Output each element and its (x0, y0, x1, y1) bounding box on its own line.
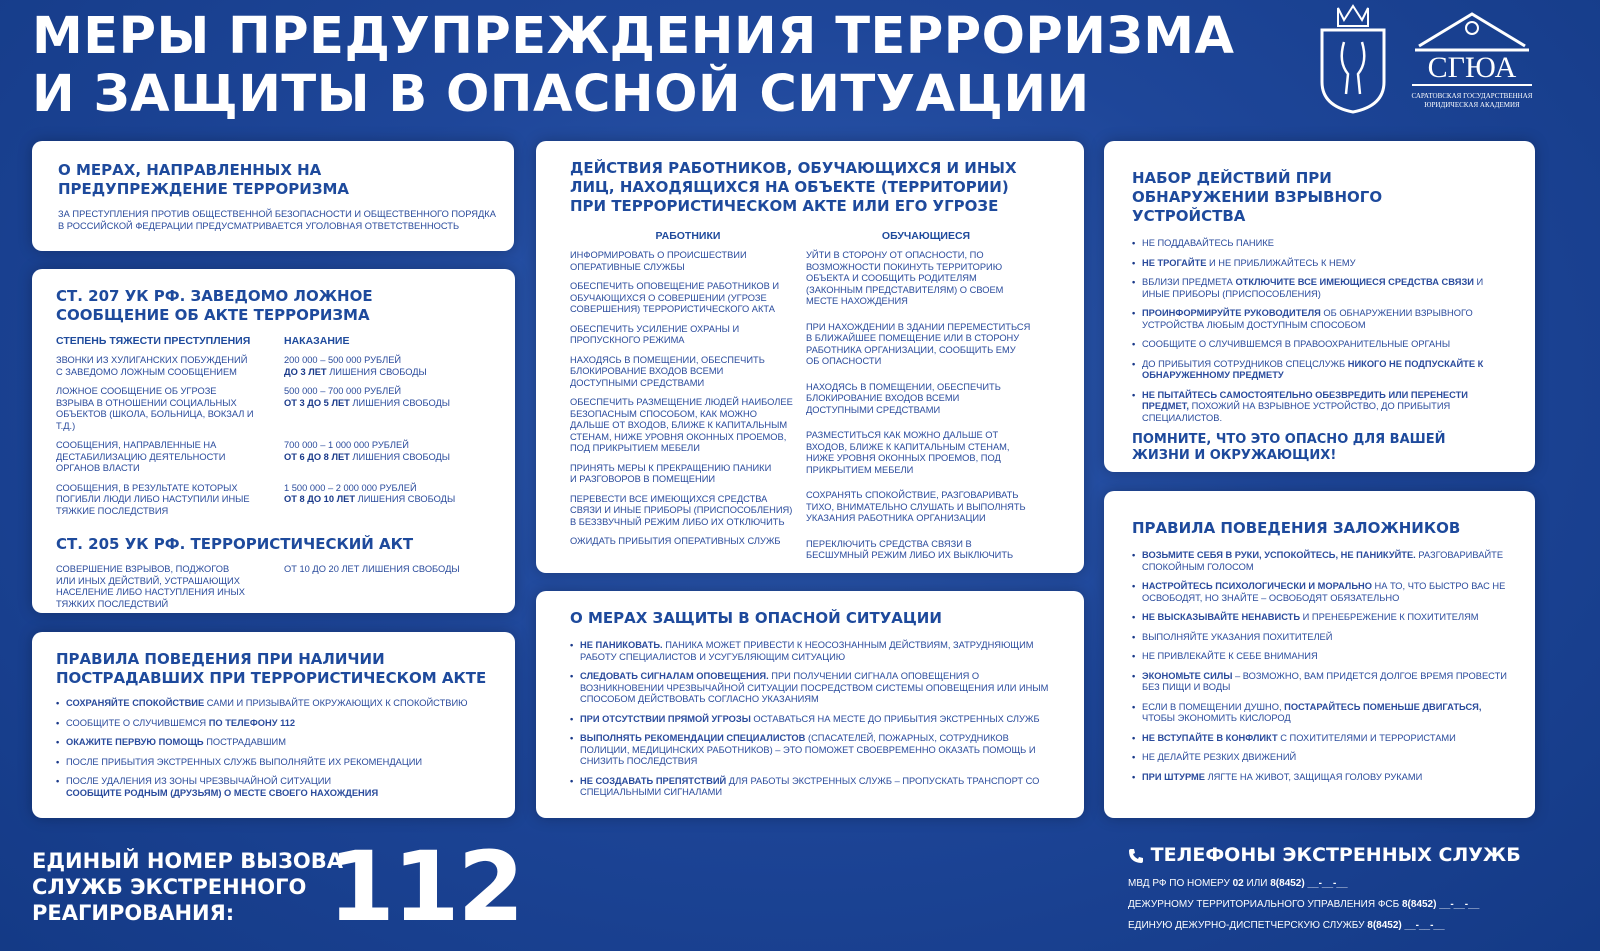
actions-columns (570, 230, 1050, 562)
student-item: РАЗМЕСТИТЬСЯ КАК МОЖНО ДАЛЬШЕ ОТ ВХОДОВ, БЛИЖЕ К КАПИТАЛЬНЫМ СТЕНАМ, НИЖЕ УРОВНЯ ОКОННЫХ ПРОЕМОВ, ПОД ПРИКРЫТИЕМ МЕБЕЛИ (806, 430, 1010, 475)
worker-item: НАХОДЯСЬ В ПОМЕЩЕНИИ, ОБЕСПЕЧИТЬ БЛОКИРОВАНИЕ ВХОДОВ ВСЕМИ ДОСТУПНЫМИ СРЕДСТВАМИ (570, 354, 765, 388)
list-item: • ЕСЛИ В ПОМЕЩЕНИИ ДУШНО, ПОСТАРАЙТЕСЬ ПОМЕНЬШЕ ДВИГАТЬСЯ, ЧТОБЫ ЭКОНОМИТЬ КИСЛОРОД (1132, 702, 1507, 725)
card-prevention-heading: О МЕРАХ, НАПРАВЛЕННЫХ НА ПРЕДУПРЕЖДЕНИЕ ТЕРРОРИЗМА (58, 161, 350, 198)
list-item: • СООБЩИТЕ О СЛУЧИВШЕМСЯ ПО ТЕЛЕФОНУ 112 (56, 718, 491, 730)
list-item: • ПРИ ОТСУТСТВИИ ПРЯМОЙ УГРОЗЫ ОСТАВАТЬСЯ НА МЕСТЕ ДО ПРИБЫТИЯ ЭКСТРЕННЫХ СЛУЖБ (570, 714, 1050, 726)
unified-number-label (32, 848, 343, 926)
card-hostages (1104, 491, 1535, 818)
card-actions (536, 141, 1084, 573)
list-item: • СОХРАНЯЙТЕ СПОКОЙСТВИЕ САМИ И ПРИЗЫВАЙТЕ ОКРУЖАЮЩИХ К СПОКОЙСТВИЮ (56, 698, 491, 710)
list-item: • НЕ ПОДДАВАЙТЕСЬ ПАНИКЕ (1132, 238, 1507, 250)
phones-heading: ТЕЛЕФОНЫ ЭКСТРЕННЫХ СЛУЖБ (1150, 844, 1521, 866)
col-workers: РАБОТНИКИ (655, 230, 721, 242)
worker-item: ПЕРЕВЕСТИ ВСЕ ИМЕЮЩИХСЯ СРЕДСТВА СВЯЗИ И ИНЫЕ ПРИБОРЫ (ПРИСПОСОБЛЕНИЯ) В БЕЗЗВУЧНЫЙ РЕЖИМ ЛИБО ИХ ОТКЛЮЧИТЬ (570, 493, 793, 527)
list-item: • ВЫПОЛНЯТЬ РЕКОМЕНДАЦИИ СПЕЦИАЛИСТОВ (СПАСАТЕЛЕЙ, ПОЖАРНЫХ, СОТРУДНИКОВ ПОЛИЦИИ, МЕДИЦИНСКИХ РАБОТНИКОВ) – ЭТО ПОМОЖЕТ СВОЕВРЕМЕННО ОКАЗАТЬ ПОМОЩЬ И СНИЗИТЬ ПОСЛЕДСТВИЯ (570, 733, 1050, 768)
card-hostages-heading: ПРАВИЛА ПОВЕДЕНИЯ ЗАЛОЖНИКОВ (1132, 519, 1461, 537)
list-item: • СООБЩИТЕ О СЛУЧИВШЕМСЯ В ПРАВООХРАНИТЕЛЬНЫЕ ОРГАНЫ (1132, 339, 1507, 351)
hostages-list (1132, 550, 1507, 783)
fine: 1 500 000 – 2 000 000 РУБЛЕЙ (284, 482, 417, 493)
list-item: • НЕ ПРИВЛЕКАЙТЕ К СЕБЕ ВНИМАНИЯ (1132, 651, 1507, 663)
saratov-coat-of-arms-logo (1318, 2, 1388, 114)
table-row-left: ЛОЖНОЕ СООБЩЕНИЕ ОБ УГРОЗЕ ВЗРЫВА В ОТНОШЕНИИ СОЦИАЛЬНЫХ ОБЪЕКТОВ (ШКОЛА, БОЛЬНИЦА, ВОКЗАЛ И Т.Д.) (56, 386, 254, 431)
term-rest: ЛИШЕНИЯ СВОБОДЫ (349, 397, 451, 408)
list-item: • НЕ ПЫТАЙТЕСЬ САМОСТОЯТЕЛЬНО ОБЕЗВРЕДИТЬ ИЛИ ПЕРЕНЕСТИ ПРЕДМЕТ, ПОХОЖИЙ НА ВЗРЫВНОЕ УСТРОЙСТВО, ДО ПРИБЫТИЯ СПЕЦИАЛИСТОВ. (1132, 390, 1507, 425)
table-row-right (284, 440, 491, 475)
student-item: ПЕРЕКЛЮЧИТЬ СРЕДСТВА СВЯЗИ В БЕСШУМНЫЙ РЕЖИМ ЛИБО ИХ ВЫКЛЮЧИТЬ (806, 538, 1014, 560)
explosive-list (1132, 238, 1507, 424)
card-prevention (32, 141, 514, 251)
list-item: • ПРОИНФОРМИРУЙТЕ РУКОВОДИТЕЛЯ ОБ ОБНАРУЖЕНИИ ВЗРЫВНОГО УСТРОЙСТВА ЛЮБЫМ ДОСТУПНЫМ СПОСОБОМ (1132, 308, 1507, 331)
protection-list (570, 640, 1050, 799)
list-item: • НЕ ПАНИКОВАТЬ. ПАНИКА МОЖЕТ ПРИВЕСТИ К НЕОСОЗНАННЫМ ДЕЙСТВИЯМ, ЗАТРУДНЯЮЩИМ РАБОТУ СПЕЦИАЛИСТОВ И УСУГУБЛЯЮЩИМ СИТУАЦИЮ (570, 640, 1050, 663)
phone-line: МВД РФ ПО НОМЕРУ 02 ИЛИ 8(8452) __-__-__ (1128, 878, 1348, 889)
worker-item: ОБЕСПЕЧИТЬ УСИЛЕНИЕ ОХРАНЫ И ПРОПУСКНОГО РЕЖИМА (570, 323, 740, 345)
page-title (32, 8, 1234, 124)
col-students: ОБУЧАЮЩИЕСЯ (881, 230, 971, 242)
term: ОТ 3 ДО 5 ЛЕТ (284, 397, 350, 408)
students-column (806, 230, 1046, 562)
academy-name-1: САРАТОВСКАЯ ГОСУДАРСТВЕННАЯ (1411, 92, 1533, 100)
emergency-phones (1128, 842, 1568, 932)
list-item: • ВБЛИЗИ ПРЕДМЕТА ОТКЛЮЧИТЕ ВСЕ ИМЕЮЩИЕСЯ СРЕДСТВА СВЯЗИ И ИНЫЕ ПРИБОРЫ (ПРИСПОСОБЛЕНИЯ) (1132, 277, 1507, 300)
article-207-heading: СТ. 207 УК РФ. ЗАВЕДОМО ЛОЖНОЕ СООБЩЕНИЕ ОБ АКТЕ ТЕРРОРИЗМА (56, 287, 373, 324)
academy-name-2: ЮРИДИЧЕСКАЯ АКАДЕМИЯ (1424, 101, 1520, 109)
worker-item: ОБЕСПЕЧИТЬ ОПОВЕЩЕНИЕ РАБОТНИКОВ И ОБУЧАЮЩИХСЯ О СОВЕРШЕНИИ (УГРОЗЕ СОВЕРШЕНИЯ) ТЕРРОРИСТИЧЕСКОГО АКТА (570, 281, 780, 314)
table-row-right (284, 483, 491, 518)
list-item: • НЕ СОЗДАВАТЬ ПРЕПЯТСТВИЙ ДЛЯ РАБОТЫ ЭКСТРЕННЫХ СЛУЖБ – ПРОПУСКАТЬ ТРАНСПОРТ СО СПЕЦИАЛЬНЫМИ СИГНАЛАМИ (570, 776, 1050, 799)
card-protection-heading: О МЕРАХ ЗАЩИТЫ В ОПАСНОЙ СИТУАЦИИ (570, 609, 942, 627)
worker-item: ОЖИДАТЬ ПРИБЫТИЯ ОПЕРАТИВНЫХ СЛУЖБ (570, 536, 781, 546)
term: ОТ 6 ДО 8 ЛЕТ (284, 451, 350, 462)
term-rest: ЛИШЕНИЯ СВОБОДЫ (326, 366, 427, 377)
term: ДО 3 ЛЕТ (284, 366, 327, 377)
list-item: • ПОСЛЕ УДАЛЕНИЯ ИЗ ЗОНЫ ЧРЕЗВЫЧАЙНОЙ СИТУАЦИИ СООБЩИТЕ РОДНЫМ (ДРУЗЬЯМ) О МЕСТЕ СВОЕГО НАХОЖДЕНИЯ (56, 776, 491, 799)
list-item: • ВЫПОЛНЯЙТЕ УКАЗАНИЯ ПОХИТИТЕЛЕЙ (1132, 632, 1507, 644)
table-row-left: СООБЩЕНИЯ, В РЕЗУЛЬТАТЕ КОТОРЫХ ПОГИБЛИ ЛЮДИ ЛИБО НАСТУПИЛИ ИНЫЕ ТЯЖКИЕ ПОСЛЕДСТВИЯ (56, 482, 250, 516)
table-row-right (284, 386, 491, 432)
table-row-right (284, 355, 491, 378)
worker-item: ИНФОРМИРОВАТЬ О ПРОИСШЕСТВИИ ОПЕРАТИВНЫЕ СЛУЖБЫ (570, 250, 747, 272)
victims-list (56, 698, 491, 799)
list-item: • ДО ПРИБЫТИЯ СОТРУДНИКОВ СПЕЦСЛУЖБ НИКОГО НЕ ПОДПУСКАЙТЕ К ОБНАРУЖЕННОМУ ПРЕДМЕТУ (1132, 359, 1507, 382)
card-explosive (1104, 141, 1535, 472)
fine: 500 000 – 700 000 РУБЛЕЙ (284, 386, 402, 396)
term-rest: ЛИШЕНИЯ СВОБОДЫ (349, 451, 451, 462)
phone-icon (1128, 848, 1144, 864)
card-victims (32, 632, 515, 818)
list-item: • НЕ ВЫСКАЗЫВАЙТЕ НЕНАВИСТЬ И ПРЕНЕБРЕЖЕНИЕ К ПОХИТИТЕЛЯМ (1132, 612, 1507, 624)
list-item: • ПОСЛЕ ПРИБЫТИЯ ЭКСТРЕННЫХ СЛУЖБ ВЫПОЛНЯЙТЕ ИХ РЕКОМЕНДАЦИИ (56, 757, 491, 769)
academy-abbr: СГЮА (1412, 52, 1532, 86)
card-victims-heading: ПРАВИЛА ПОВЕДЕНИЯ ПРИ НАЛИЧИИ ПОСТРАДАВШИХ ПРИ ТЕРРОРИСТИЧЕСКОМ АКТЕ (56, 650, 487, 687)
student-item: НАХОДЯСЬ В ПОМЕЩЕНИИ, ОБЕСПЕЧИТЬ БЛОКИРОВАНИЕ ВХОДОВ ВСЕМИ ДОСТУПНЫМИ СРЕДСТВАМИ (806, 381, 1001, 415)
fine: 700 000 – 1 000 000 РУБЛЕЙ (284, 440, 409, 450)
table-row-right: ОТ 10 ДО 20 ЛЕТ ЛИШЕНИЯ СВОБОДЫ (284, 564, 460, 574)
coat-of-arms-icon (1318, 2, 1388, 114)
worker-item: ПРИНЯТЬ МЕРЫ К ПРЕКРАЩЕНИЮ ПАНИКИ И РАЗГОВОРОВ В ПОМЕЩЕНИИ (570, 462, 772, 484)
article-205-heading: СТ. 205 УК РФ. ТЕРРОРИСТИЧЕСКИЙ АКТ (56, 535, 414, 553)
card-articles (32, 269, 515, 613)
page-title-line1: МЕРЫ ПРЕДУПРЕЖДЕНИЯ ТЕРРОРИЗМА (32, 7, 1235, 66)
fine: 200 000 – 500 000 РУБЛЕЙ (284, 355, 402, 365)
article-207-table (56, 335, 491, 517)
card-actions-heading: ДЕЙСТВИЯ РАБОТНИКОВ, ОБУЧАЮЩИХСЯ И ИНЫХ ЛИЦ, НАХОДЯЩИХСЯ НА ОБЪЕКТЕ (ТЕРРИТОРИИ) ПРИ ТЕРРОРИСТИЧЕСКОМ АКТЕ ИЛИ ЕГО УГРОЗЕ (570, 159, 1017, 215)
worker-item: ОБЕСПЕЧИТЬ РАЗМЕЩЕНИЕ ЛЮДЕЙ НАИБОЛЕЕ БЕЗОПАСНЫМ СПОСОБОМ, КАК МОЖНО ДАЛЬШЕ ОТ ВХОДОВ, БЛИЖЕ К КАПИТАЛЬНЫМ СТЕНАМ, НИЖЕ УРОВНЯ ОКОННЫХ ПРОЕМОВ, ПОД ПРИКРЫТИЕМ МЕБЕЛИ (570, 397, 793, 453)
card-protection (536, 591, 1084, 818)
emergency-number: 112 (328, 831, 523, 943)
table-row-left: ЗВОНКИ ИЗ ХУЛИГАНСКИХ ПОБУЖДЕНИЙ С ЗАВЕДОМО ЛОЖНЫМ СООБЩЕНИЕМ (56, 355, 248, 377)
phone-line: ЕДИНУЮ ДЕЖУРНО-ДИСПЕТЧЕРСКУЮ СЛУЖБУ 8(8452) __-__-__ (1128, 920, 1445, 931)
unified-line2: СЛУЖБ ЭКСТРЕННОГО (32, 875, 307, 899)
student-item: ПРИ НАХОЖДЕНИИ В ЗДАНИИ ПЕРЕМЕСТИТЬСЯ В БЛИЖАЙШЕЕ ПОМЕЩЕНИЕ ИЛИ В СТОРОНУ РАБОТНИКА ОРГАНИЗАЦИИ, СООБЩИТЬ ЕМУ ОБ ОПАСНОСТИ (806, 321, 1031, 366)
table-row-left: СОВЕРШЕНИЕ ВЗРЫВОВ, ПОДЖОГОВ ИЛИ ИНЫХ ДЕЙСТВИЙ, УСТРАШАЮЩИХ НАСЕЛЕНИЕ ЛИБО НАСТУПЛЕНИЯ ИНЫХ ТЯЖКИХ ПОСЛЕДСТВИЙ (56, 564, 245, 609)
academy-logo (1408, 8, 1536, 112)
list-item: • ОКАЖИТЕ ПЕРВУЮ ПОМОЩЬ ПОСТРАДАВШИМ (56, 737, 491, 749)
explosive-remember: ПОМНИТЕ, ЧТО ЭТО ОПАСНО ДЛЯ ВАШЕЙ ЖИЗНИ И ОКРУЖАЮЩИХ! (1132, 432, 1446, 463)
list-item: • НАСТРОЙТЕСЬ ПСИХОЛОГИЧЕСКИ И МОРАЛЬНО НА ТО, ЧТО БЫСТРО ВАС НЕ ОСВОБОДЯТ, НО ЗНАЙТЕ – ОСВОБОДЯТ ОБЯЗАТЕЛЬНО (1132, 581, 1507, 604)
list-item: • ЭКОНОМЬТЕ СИЛЫ – ВОЗМОЖНО, ВАМ ПРИДЕТСЯ ДОЛГОЕ ВРЕМЯ ПРОВЕСТИ БЕЗ ПИЩИ И ВОДЫ (1132, 671, 1507, 694)
term: ОТ 8 ДО 10 ЛЕТ (284, 494, 356, 504)
student-item: СОХРАНЯТЬ СПОКОЙСТВИЕ, РАЗГОВАРИВАТЬ ТИХО, ВНИМАТЕЛЬНО СЛУШАТЬ И ВЫПОЛНЯТЬ УКАЗАНИЯ РАБОТНИКА ОРГАНИЗАЦИИ (806, 490, 1026, 523)
phone-line: ДЕЖУРНОМУ ТЕРРИТОРИАЛЬНОГО УПРАВЛЕНИЯ ФСБ 8(8452) __-__-__ (1128, 899, 1480, 910)
unified-line3: РЕАГИРОВАНИЯ: (32, 901, 235, 925)
card-explosive-heading: НАБОР ДЕЙСТВИЙ ПРИ ОБНАРУЖЕНИИ ВЗРЫВНОГО УСТРОЙСТВА (1132, 169, 1383, 225)
phones-heading-row (1128, 842, 1568, 868)
list-item: • ВОЗЬМИТЕ СЕБЯ В РУКИ, УСПОКОЙТЕСЬ, НЕ ПАНИКУЙТЕ. РАЗГОВАРИВАЙТЕ СПОКОЙНЫМ ГОЛОСОМ (1132, 550, 1507, 573)
list-item: • ПРИ ШТУРМЕ ЛЯГТЕ НА ЖИВОТ, ЗАЩИЩАЯ ГОЛОВУ РУКАМИ (1132, 772, 1507, 784)
term-rest: ЛИШЕНИЯ СВОБОДЫ (355, 494, 456, 504)
page-title-line2: И ЗАЩИТЫ В ОПАСНОЙ СИТУАЦИИ (32, 65, 1090, 124)
unified-line1: ЕДИНЫЙ НОМЕР ВЫЗОВА (32, 849, 344, 873)
student-item: УЙТИ В СТОРОНУ ОТ ОПАСНОСТИ, ПО ВОЗМОЖНОСТИ ПОКИНУТЬ ТЕРРИТОРИЮ ОБЪЕКТА И СООБЩИТЬ РОДИТЕЛЯМ (ЗАКОННЫМ ПРЕДСТАВИТЕЛЯМ) О СВОЕМ МЕСТЕ НАХОЖДЕНИЯ (806, 250, 1004, 306)
article-205-table (56, 564, 491, 610)
card-prevention-text: ЗА ПРЕСТУПЛЕНИЯ ПРОТИВ ОБЩЕСТВЕННОЙ БЕЗОПАСНОСТИ И ОБЩЕСТВЕННОГО ПОРЯДКА В РОССИЙСКОЙ ФЕДЕРАЦИИ ПРЕДУСМАТРИВАЕТСЯ УГОЛОВНАЯ ОТВЕТСТВЕННОСТЬ (58, 209, 496, 231)
list-item: • СЛЕДОВАТЬ СИГНАЛАМ ОПОВЕЩЕНИЯ. ПРИ ПОЛУЧЕНИИ СИГНАЛА ОПОВЕЩЕНИЯ О ВОЗНИКНОВЕНИИ ЧРЕЗВЫЧАЙНОЙ СИТУАЦИИ ПОСРЕДСТВОМ СИСТЕМЫ ОПОВЕЩЕНИЯ ИЛИ ИНЫМ СПОСОБОМ ДЕЙСТВОВАТЬ СОГЛАСНО УКАЗАНИЯМ (570, 671, 1050, 706)
col-punishment: НАКАЗАНИЕ (284, 335, 350, 347)
list-item: • НЕ ТРОГАЙТЕ И НЕ ПРИБЛИЖАЙТЕСЬ К НЕМУ (1132, 258, 1507, 270)
col-severity: СТЕПЕНЬ ТЯЖЕСТИ ПРЕСТУПЛЕНИЯ (56, 335, 251, 347)
list-item: • НЕ ВСТУПАЙТЕ В КОНФЛИКТ С ПОХИТИТЕЛЯМИ И ТЕРРОРИСТАМИ (1132, 733, 1507, 745)
academy-building-icon (1413, 8, 1531, 52)
workers-column (570, 230, 806, 562)
table-row-left: СООБЩЕНИЯ, НАПРАВЛЕННЫЕ НА ДЕСТАБИЛИЗАЦИЮ ДЕЯТЕЛЬНОСТИ ОРГАНОВ ВЛАСТИ (56, 440, 226, 473)
list-item: • НЕ ДЕЛАЙТЕ РЕЗКИХ ДВИЖЕНИЙ (1132, 752, 1507, 764)
